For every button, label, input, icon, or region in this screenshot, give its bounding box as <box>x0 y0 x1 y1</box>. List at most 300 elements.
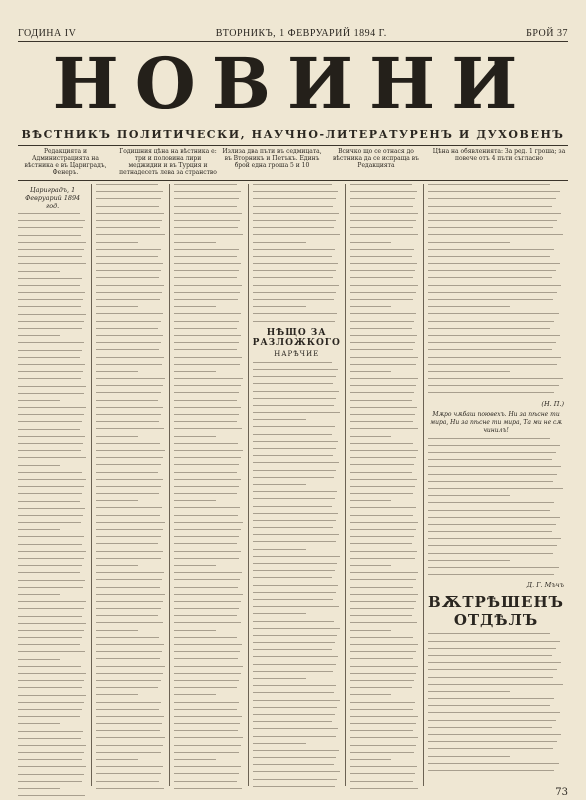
text-line <box>174 328 236 329</box>
column-text-bottom <box>428 633 564 771</box>
text-line <box>18 278 82 279</box>
text-line <box>350 716 418 717</box>
column-text <box>96 184 165 789</box>
text-line <box>350 536 414 537</box>
text-line <box>253 206 333 207</box>
text-line <box>174 421 237 422</box>
text-line <box>428 364 557 365</box>
text-line <box>350 184 412 185</box>
text-line <box>96 723 162 724</box>
text-line <box>18 529 60 530</box>
text-line <box>350 630 392 631</box>
text-line <box>350 601 416 602</box>
text-line <box>96 256 158 257</box>
text-line <box>428 378 563 379</box>
text-line <box>253 412 340 413</box>
text-line <box>253 405 334 406</box>
text-line <box>174 723 240 724</box>
text-line <box>350 658 414 659</box>
issue-number: БРОЙ 37 <box>526 28 568 39</box>
text-line <box>96 745 162 746</box>
text-line <box>350 191 417 192</box>
text-line <box>428 321 554 322</box>
text-line <box>96 313 162 314</box>
text-line <box>96 658 160 659</box>
column-3 <box>169 184 247 786</box>
text-line <box>174 781 237 782</box>
text-line <box>428 524 556 525</box>
text-line <box>174 385 240 386</box>
text-line <box>253 484 306 485</box>
text-line <box>96 486 161 487</box>
info-rule-bottom <box>18 180 568 181</box>
text-line <box>253 498 335 499</box>
text-line <box>350 213 418 214</box>
text-line <box>428 756 510 757</box>
text-line <box>18 263 86 264</box>
text-line <box>253 541 337 542</box>
text-line <box>18 256 82 257</box>
text-line <box>350 285 418 286</box>
text-line <box>96 464 160 465</box>
text-line <box>253 635 338 636</box>
text-line <box>253 470 337 471</box>
text-line <box>253 391 340 392</box>
text-line <box>350 270 415 271</box>
text-line <box>96 385 162 386</box>
text-line <box>350 702 415 703</box>
text-line <box>96 680 160 681</box>
text-line <box>428 510 550 511</box>
text-line <box>96 594 164 595</box>
text-line <box>350 256 412 257</box>
text-line <box>253 321 335 322</box>
info-right-right: Цѣна на обявленията: За ред. 1 гроша; за повече отъ 4 пъти съгласно <box>432 148 566 162</box>
text-line <box>350 773 415 774</box>
text-line <box>350 680 414 681</box>
text-line <box>428 335 560 336</box>
text-line <box>253 628 340 629</box>
text-line <box>253 513 339 514</box>
text-line <box>253 750 340 751</box>
text-line <box>350 507 416 508</box>
text-line <box>96 371 138 372</box>
text-line <box>96 242 138 243</box>
text-line <box>428 256 550 257</box>
text-line <box>96 730 160 731</box>
text-line <box>18 314 86 315</box>
column-text-mid <box>428 438 564 576</box>
text-line <box>428 234 563 235</box>
text-line <box>253 491 338 492</box>
article-columns <box>18 184 568 786</box>
text-line <box>253 376 336 377</box>
text-line <box>174 601 240 602</box>
text-line <box>350 737 418 738</box>
text-line <box>18 709 82 710</box>
text-line <box>350 723 416 724</box>
text-line <box>350 543 412 544</box>
text-line <box>350 515 414 516</box>
text-line <box>18 242 86 243</box>
text-line <box>253 771 340 772</box>
text-line <box>253 685 337 686</box>
text-line <box>428 385 559 386</box>
text-line <box>96 622 163 623</box>
text-line <box>174 716 242 717</box>
text-line <box>428 213 561 214</box>
text-line <box>253 563 338 564</box>
text-line <box>174 436 216 437</box>
text-line <box>174 342 239 343</box>
text-line <box>350 357 418 358</box>
text-line <box>350 328 412 329</box>
text-line <box>428 641 560 642</box>
text-line <box>174 292 240 293</box>
text-line <box>174 285 242 286</box>
text-line <box>18 486 84 487</box>
text-line <box>253 299 334 300</box>
text-line <box>174 694 216 695</box>
text-line <box>428 488 563 489</box>
text-line <box>174 479 241 480</box>
text-line <box>96 608 160 609</box>
text-line <box>428 691 510 692</box>
text-line <box>96 364 162 365</box>
text-line <box>18 587 83 588</box>
text-line <box>428 277 552 278</box>
text-line <box>350 651 416 652</box>
text-line <box>96 407 163 408</box>
text-line <box>96 500 138 501</box>
text-line <box>253 270 336 271</box>
text-line <box>350 206 413 207</box>
text-line <box>174 529 240 530</box>
text-line <box>18 393 84 394</box>
text-line <box>96 493 159 494</box>
text-line <box>428 741 557 742</box>
text-line <box>428 502 554 503</box>
text-line <box>428 734 561 735</box>
text-line <box>96 378 164 379</box>
text-line <box>350 378 418 379</box>
text-line <box>174 306 216 307</box>
text-line <box>253 721 332 722</box>
poem-verse: Мѫро чѫбаш поювехъ. Ни за пѣсне ти мира, Ни за пѣсне ти мира, Та ми не сѫ чинилъ! <box>430 410 562 434</box>
text-line <box>350 299 414 300</box>
text-line <box>96 457 162 458</box>
text-line <box>428 538 561 539</box>
text-line <box>96 392 160 393</box>
text-line <box>174 263 241 264</box>
text-line <box>174 752 238 753</box>
text-line <box>350 565 392 566</box>
text-line <box>350 709 413 710</box>
text-line <box>253 434 332 435</box>
text-line <box>174 558 239 559</box>
text-line <box>96 694 138 695</box>
text-line <box>18 335 60 336</box>
text-line <box>96 184 158 185</box>
text-line <box>18 601 86 602</box>
text-line <box>428 445 560 446</box>
text-line <box>96 579 162 580</box>
text-line <box>253 671 333 672</box>
text-line <box>428 633 550 634</box>
text-line <box>253 462 340 463</box>
text-line <box>174 277 237 278</box>
text-line <box>96 651 162 652</box>
text-line <box>174 191 241 192</box>
text-line <box>18 407 86 408</box>
text-line <box>18 227 83 228</box>
text-line <box>96 601 162 602</box>
text-line <box>428 313 559 314</box>
text-line <box>253 242 306 243</box>
text-line <box>350 313 416 314</box>
text-line <box>96 436 138 437</box>
text-line <box>18 364 85 365</box>
section-heading: ВѪТРѢШЕНЪ ОТДѢЛЪ <box>428 593 565 630</box>
text-line <box>253 549 306 550</box>
text-line <box>96 421 159 422</box>
text-line <box>18 271 60 272</box>
text-line <box>350 622 417 623</box>
text-line <box>253 426 335 427</box>
text-line <box>174 759 216 760</box>
text-line <box>253 441 339 442</box>
text-line <box>253 292 337 293</box>
text-line <box>96 335 163 336</box>
text-line <box>174 256 236 257</box>
text-line <box>18 493 82 494</box>
text-line <box>18 666 81 667</box>
text-line <box>174 184 236 185</box>
text-line <box>428 698 554 699</box>
text-line <box>350 277 413 278</box>
text-line <box>18 292 85 293</box>
text-line <box>428 342 556 343</box>
text-line <box>18 644 80 645</box>
text-line <box>18 421 82 422</box>
text-line <box>350 220 416 221</box>
text-line <box>96 342 161 343</box>
text-line <box>253 306 306 307</box>
text-line <box>96 630 138 631</box>
text-line <box>350 745 416 746</box>
text-line <box>428 349 552 350</box>
text-line <box>428 270 556 271</box>
text-line <box>350 759 392 760</box>
text-line <box>253 313 338 314</box>
text-line <box>174 587 238 588</box>
text-line <box>428 655 552 656</box>
text-line <box>96 615 158 616</box>
text-line <box>96 249 160 250</box>
text-line <box>428 263 560 264</box>
text-line <box>18 321 84 322</box>
text-line <box>253 383 333 384</box>
text-line <box>18 781 82 782</box>
text-line <box>18 443 83 444</box>
text-line <box>428 242 510 243</box>
text-line <box>174 443 238 444</box>
text-line <box>253 184 332 185</box>
text-line <box>253 786 335 787</box>
text-line <box>253 664 336 665</box>
text-line <box>18 328 82 329</box>
text-line <box>96 666 164 667</box>
text-line <box>96 507 162 508</box>
text-line <box>350 414 415 415</box>
text-line <box>96 773 161 774</box>
text-line <box>174 737 242 738</box>
text-line <box>174 364 240 365</box>
text-line <box>18 752 84 753</box>
column-text <box>174 184 243 789</box>
text-line <box>428 292 557 293</box>
text-line <box>96 644 164 645</box>
text-line <box>96 400 158 401</box>
text-line <box>428 481 553 482</box>
text-line <box>174 270 239 271</box>
text-line <box>18 630 84 631</box>
text-line <box>253 678 306 679</box>
info-center-right: Излиза два пъти въ седмицата, въ Вторникъ и Петъкъ. Единъ брой една гроша 5 и 10 <box>222 148 322 169</box>
text-line <box>253 577 332 578</box>
text-line <box>253 362 332 363</box>
text-line <box>350 227 414 228</box>
text-line <box>253 256 332 257</box>
text-line <box>174 472 236 473</box>
text-line <box>96 450 164 451</box>
text-line <box>174 543 236 544</box>
text-line <box>18 673 86 674</box>
text-line <box>174 687 236 688</box>
text-line <box>253 592 336 593</box>
text-line <box>174 536 238 537</box>
text-line <box>253 213 340 214</box>
text-line <box>18 235 81 236</box>
text-line <box>174 249 238 250</box>
text-line <box>350 457 416 458</box>
text-line <box>174 486 239 487</box>
text-line <box>96 551 163 552</box>
text-line <box>350 198 415 199</box>
text-line <box>96 472 158 473</box>
text-line <box>18 572 80 573</box>
text-line <box>174 644 242 645</box>
text-line <box>96 328 158 329</box>
text-line <box>96 227 160 228</box>
text-line <box>96 206 159 207</box>
text-line <box>428 184 550 185</box>
text-line <box>174 299 238 300</box>
text-line <box>96 234 164 235</box>
text-line <box>253 707 338 708</box>
text-line <box>253 779 338 780</box>
text-line <box>253 714 335 715</box>
text-line <box>96 191 163 192</box>
text-line <box>96 349 159 350</box>
text-line <box>18 594 60 595</box>
text-line <box>350 342 415 343</box>
text-line <box>428 705 550 706</box>
text-line <box>18 551 86 552</box>
text-line <box>428 459 552 460</box>
text-line <box>18 738 81 739</box>
text-line <box>96 515 160 516</box>
text-line <box>174 658 238 659</box>
text-line <box>253 249 335 250</box>
page-number: 73 <box>555 787 568 798</box>
text-line <box>428 770 554 771</box>
text-line <box>350 644 418 645</box>
text-line <box>96 759 138 760</box>
text-line <box>96 198 161 199</box>
column-text <box>253 362 341 787</box>
text-line <box>18 723 60 724</box>
text-line <box>174 428 242 429</box>
text-line <box>428 712 560 713</box>
text-line <box>350 306 392 307</box>
text-line <box>350 321 414 322</box>
text-line <box>96 543 158 544</box>
text-line <box>428 249 554 250</box>
text-line <box>350 242 392 243</box>
text-line <box>18 299 83 300</box>
text-line <box>428 357 561 358</box>
text-line <box>18 378 81 379</box>
text-line <box>428 669 557 670</box>
text-line <box>174 579 240 580</box>
text-line <box>350 766 417 767</box>
text-line <box>96 414 161 415</box>
text-line <box>350 421 413 422</box>
text-line <box>174 565 216 566</box>
text-line <box>253 220 337 221</box>
text-line <box>253 606 340 607</box>
text-line <box>428 763 559 764</box>
text-line <box>96 443 160 444</box>
info-rule-top <box>18 145 568 146</box>
text-line <box>350 608 414 609</box>
text-line <box>18 450 81 451</box>
text-line <box>428 306 510 307</box>
text-line <box>350 730 414 731</box>
text-line <box>174 392 238 393</box>
text-line <box>428 285 561 286</box>
text-line <box>253 599 333 600</box>
text-line <box>350 234 418 235</box>
text-line <box>350 558 415 559</box>
text-line <box>18 306 81 307</box>
text-line <box>174 651 240 652</box>
text-line <box>253 477 334 478</box>
text-line <box>350 364 416 365</box>
text-line <box>96 263 163 264</box>
text-line <box>96 788 164 789</box>
text-line <box>174 321 238 322</box>
text-line <box>18 795 85 796</box>
text-line <box>18 414 84 415</box>
text-line <box>96 479 163 480</box>
text-line <box>174 313 240 314</box>
text-line <box>350 666 418 667</box>
info-right-left: Всичко що се отнася до вѣстника да се испраща въ Редакцията <box>333 148 419 169</box>
text-line <box>174 630 216 631</box>
text-line <box>253 277 333 278</box>
